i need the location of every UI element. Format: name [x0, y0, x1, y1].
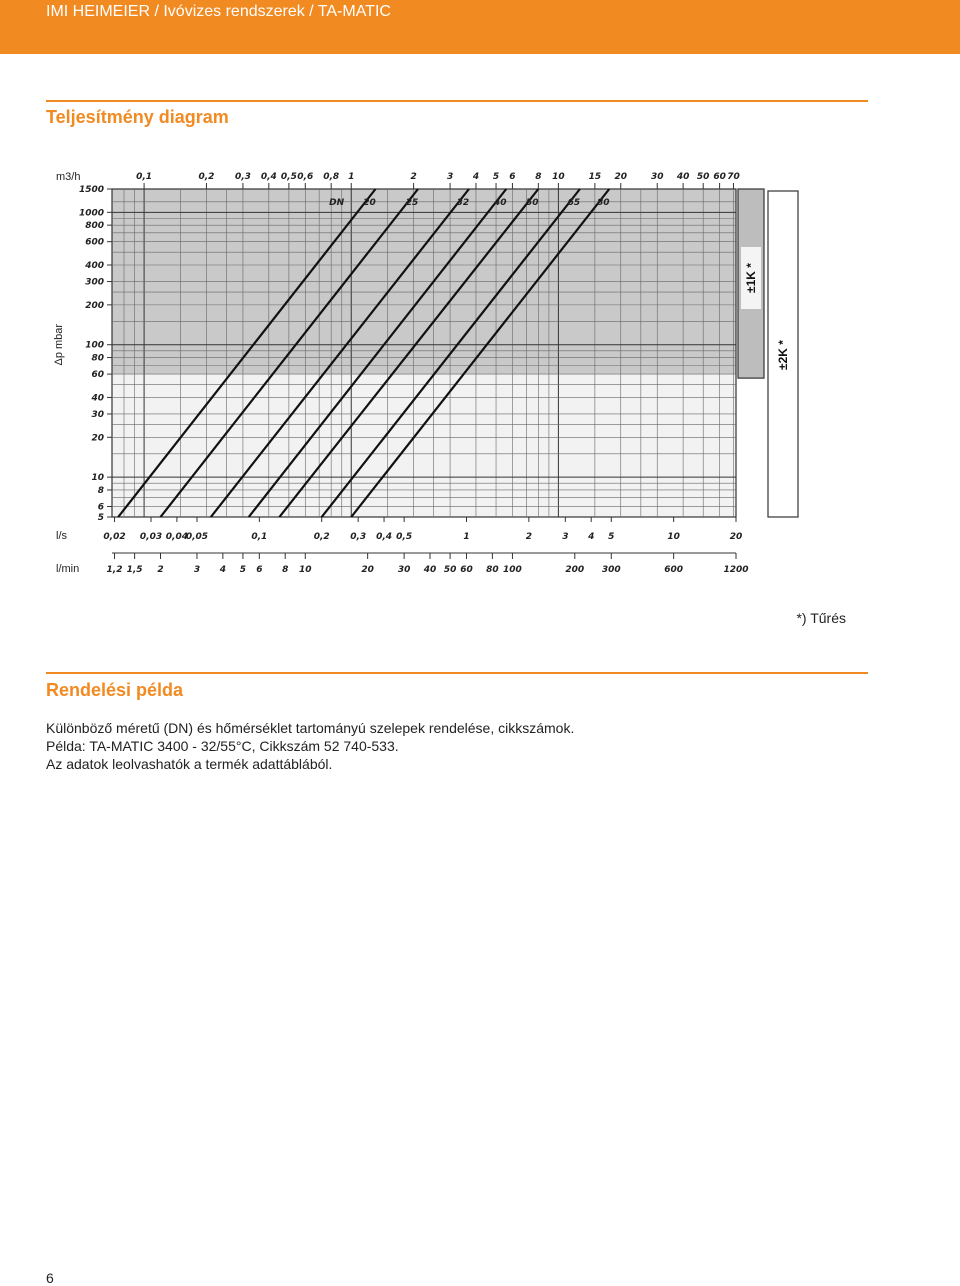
- tick-label-m3h: 50: [696, 172, 710, 182]
- tick-label-pressure: 5: [97, 513, 104, 523]
- text-line: Példa: TA-MATIC 3400 - 32/55°C, Cikkszám 52 740-533.: [46, 738, 399, 754]
- tick-label-lmin: 3: [193, 565, 201, 575]
- tick-label-m3h: 20: [614, 172, 628, 182]
- tick-label-pressure: 20: [91, 433, 104, 444]
- text-line: Az adatok leolvashatók a termék adattáblából.: [46, 756, 333, 772]
- tick-label-m3h: 2: [410, 172, 417, 182]
- tick-label-m3h: 5: [492, 172, 500, 182]
- tick-label-ls: 0,1: [251, 532, 268, 542]
- tick-label-ls: 0,04: [165, 532, 189, 542]
- page-header: [0, 0, 960, 54]
- tick-label-pressure: 100: [85, 340, 104, 351]
- tick-label-ls: 4: [588, 532, 595, 542]
- tick-label-ls: 2: [525, 532, 532, 542]
- dn-series-label: 50: [526, 198, 539, 208]
- section-rule: [46, 672, 868, 674]
- low-pressure-zone: [112, 374, 736, 517]
- tick-label-ls: 0,3: [350, 532, 367, 542]
- tick-label-pressure: 80: [91, 353, 104, 364]
- header-title: IMI HEIMEIER / Ivóvizes rendszerek / TA-MATIC: [46, 3, 391, 20]
- tick-label-m3h: 30: [650, 172, 664, 182]
- axis-label-m3h: m3/h: [56, 171, 81, 183]
- tick-label-pressure: 8: [97, 485, 104, 496]
- tick-label-ls: 0,02: [103, 532, 126, 542]
- dn-series-label: 80: [596, 198, 610, 208]
- tick-label-pressure: 400: [85, 261, 104, 272]
- tick-label-m3h: 0,8: [323, 172, 340, 182]
- tick-label-lmin: 4: [219, 565, 226, 575]
- dn-series-label: 32: [456, 198, 470, 208]
- dn-series-label: 65: [567, 198, 581, 208]
- tick-label-pressure: 1500: [78, 185, 104, 195]
- tick-label-lmin: 8: [282, 565, 289, 575]
- tick-label-lmin: 30: [397, 565, 411, 575]
- tick-label-pressure: 600: [85, 237, 104, 248]
- dn-series-label: 40: [493, 198, 507, 208]
- tick-label-ls: 20: [729, 532, 743, 542]
- tick-label-m3h: 0,6: [297, 172, 314, 182]
- order-example-text: [46, 719, 574, 773]
- tick-label-lmin: 600: [664, 565, 684, 575]
- tick-label-m3h: 70: [727, 172, 740, 182]
- tick-label-ls: 0,2: [313, 532, 330, 542]
- axis-label-pressure: Δp mbar: [53, 323, 65, 366]
- tick-label-lmin: 1,2: [106, 565, 123, 575]
- tick-label-m3h: 3: [446, 172, 454, 182]
- tick-label-lmin: 50: [443, 565, 457, 575]
- tick-label-ls: 1: [463, 532, 470, 542]
- tick-label-lmin: 300: [601, 565, 621, 575]
- tick-label-m3h: 0,2: [198, 172, 215, 182]
- tick-label-m3h: 0,1: [136, 172, 153, 182]
- tick-label-lmin: 6: [256, 565, 263, 575]
- tick-label-ls: 3: [562, 532, 569, 542]
- tick-label-lmin: 10: [299, 565, 312, 575]
- page-number: 6: [46, 1270, 54, 1286]
- section-rule: [46, 100, 868, 102]
- tick-label-lmin: 100: [503, 565, 522, 575]
- tick-label-m3h: 40: [676, 172, 690, 182]
- tolerance-label-2k: ±2K *: [776, 340, 790, 370]
- tick-label-lmin: 200: [565, 565, 585, 575]
- tick-label-lmin: 40: [423, 565, 437, 575]
- tick-label-m3h: 4: [472, 172, 480, 182]
- tick-label-m3h: 10: [552, 172, 565, 182]
- tick-label-pressure: 1000: [78, 208, 104, 219]
- tick-label-lmin: 60: [460, 565, 473, 575]
- diagram-title: Teljesítmény diagram: [46, 107, 229, 127]
- tick-label-ls: 5: [608, 532, 615, 542]
- dn-series-label: 25: [405, 198, 419, 208]
- tick-label-pressure: 200: [85, 300, 104, 311]
- axis-label-lmin: l/min: [56, 563, 80, 575]
- axis-label-ls: l/s: [56, 530, 67, 542]
- tick-label-pressure: 6: [97, 502, 104, 513]
- tick-label-lmin: 2: [157, 565, 164, 575]
- order-example-title: Rendelési példa: [46, 680, 184, 700]
- performance-chart-svg: [46, 155, 816, 595]
- dn-header-label: DN: [329, 198, 345, 208]
- tick-label-pressure: 40: [91, 393, 104, 404]
- tick-label-m3h: 0,5: [280, 172, 297, 182]
- tick-label-pressure: 30: [91, 409, 104, 420]
- tick-label-m3h: 0,3: [234, 172, 251, 182]
- tick-label-m3h: 6: [509, 172, 516, 182]
- tick-label-pressure: 300: [85, 277, 104, 288]
- tick-label-pressure: 60: [91, 370, 104, 381]
- tick-label-m3h: 60: [713, 172, 726, 182]
- text-line: Különböző méretű (DN) és hőmérséklet tartományú szelepek rendelése, cikkszámok.: [46, 720, 575, 736]
- tick-label-ls: 0,05: [185, 532, 209, 542]
- tick-label-lmin: 5: [239, 565, 247, 575]
- tick-label-m3h: 15: [588, 172, 602, 182]
- tick-label-ls: 0,4: [376, 532, 393, 542]
- tick-label-pressure: 10: [91, 473, 104, 484]
- tick-label-pressure: 800: [85, 221, 104, 232]
- dn-series-label: 20: [363, 198, 376, 208]
- tick-label-m3h: 0,4: [260, 172, 277, 182]
- performance-chart: [46, 155, 816, 595]
- tick-label-m3h: 8: [535, 172, 542, 182]
- tick-label-lmin: 1,5: [126, 565, 143, 575]
- tolerance-label-1k: ±1K *: [744, 263, 758, 293]
- tick-label-ls: 0,03: [139, 532, 163, 542]
- footnote: *) Tűrés: [796, 610, 846, 626]
- tick-label-ls: 0,5: [396, 532, 413, 542]
- tick-label-lmin: 1200: [723, 565, 749, 575]
- tick-label-lmin: 80: [486, 565, 499, 575]
- tick-label-lmin: 20: [361, 565, 374, 575]
- tick-label-ls: 10: [667, 532, 680, 542]
- tick-label-m3h: 1: [348, 172, 355, 182]
